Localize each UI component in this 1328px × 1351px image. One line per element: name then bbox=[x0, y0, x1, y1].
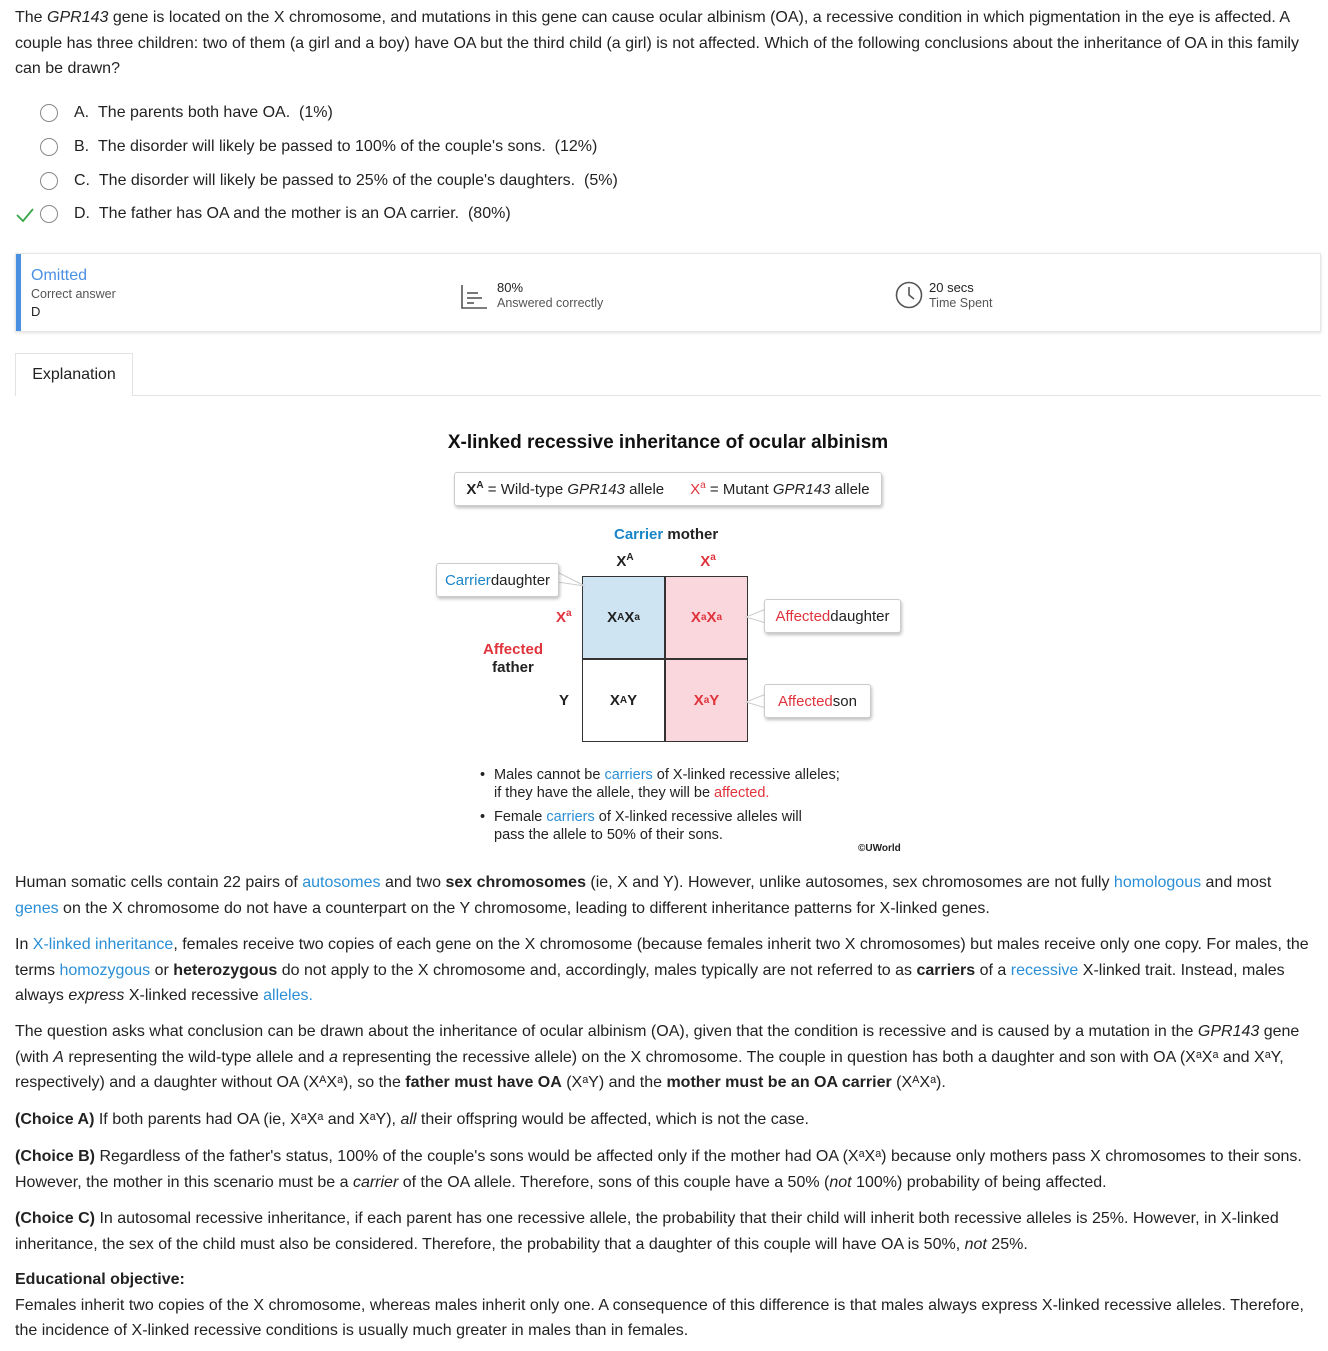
punnett-cell-xaxa: X a X a bbox=[665, 576, 748, 659]
link-autosomes[interactable]: autosomes bbox=[302, 874, 381, 891]
time-spent-value: 20 secs bbox=[929, 280, 974, 295]
father-allele-2: Y bbox=[559, 692, 570, 709]
note-females: • Female carriers of X-linked recessive alleles will pass the allele to 50% of their sons. bbox=[480, 809, 802, 843]
objective-text: Females inherit two copies of the X chromosome, whereas males inherit only one. A consequence of this difference is that males always express X-linked recessive alleles. Therefore, the incidence of X-linked recessive conditions is usually much greater in males than in females. bbox=[15, 1296, 1304, 1339]
figure-notes bbox=[480, 766, 880, 850]
link-x-linked-inheritance[interactable]: X-linked inheritance bbox=[32, 936, 174, 953]
callout-affected-daughter: Affected daughter bbox=[764, 599, 901, 633]
choice-b[interactable]: B. The disorder will likely be passed to 100% of the couple's sons. (12%) bbox=[40, 135, 597, 159]
tab-explanation[interactable]: Explanation bbox=[15, 353, 133, 396]
father-allele-1: $X^a$ bbox=[556, 608, 572, 626]
mother-allele-1: $X^A$ bbox=[616, 552, 634, 570]
legend-mutant: $X^a = Mutant$ GPR143 allele bbox=[690, 480, 870, 498]
legend-wildtype: $X^A$ = Wild-type GPR143 allele bbox=[466, 480, 665, 498]
answer-stats-panel bbox=[15, 253, 1321, 332]
status-omitted: Omitted bbox=[31, 267, 88, 284]
callout-affected-son: Affected son bbox=[764, 684, 871, 718]
stats-bars-icon bbox=[460, 284, 488, 310]
figure-title: X-linked recessive inheritance of ocular albinism bbox=[447, 432, 889, 453]
tab-divider bbox=[15, 395, 1321, 396]
note-males: • Males cannot be carriers of X-linked recessive alleles; if they have the allele, they will be affected. bbox=[480, 767, 840, 801]
explanation-choice-a: (Choice A) If both parents had OA (ie, XᵃXᵃ and XᵃY), all their offspring would be affected, which is not the case. bbox=[15, 1111, 809, 1128]
correct-answer-value: D bbox=[31, 304, 41, 319]
callout-pointer bbox=[555, 568, 590, 593]
choice-a[interactable]: A. The parents both have OA. (1%) bbox=[40, 101, 333, 125]
clock-icon bbox=[895, 281, 923, 309]
explanation-choice-b: (Choice B) Regardless of the father's status, 100% of the couple's sons would be affected only if the mother had OA (XᵃXᵃ) because only mothers pass X chromosomes to their sons. However, the mother in this scenario must be a carrier of the OA allele. Therefore, sons of this couple have a 50% (not 100%) probability of being affected. bbox=[15, 1148, 1302, 1191]
explanation-paragraph-1: Human somatic cells contain 22 pairs of autosomes and two sex chromosomes (ie, X and Y). However, unlike autosomes, sex chromosomes are not fully homologous and most genes on the X chromosome do not have a counterpart on the Y chromosome, leading to different inheritance patterns for X-linked genes. bbox=[15, 874, 1272, 917]
punnett-cell-xay: X a Y bbox=[665, 659, 748, 742]
objective-title: Educational objective: bbox=[15, 1271, 185, 1288]
punnett-cell-xAxa: X A X a bbox=[582, 576, 665, 659]
status-bar bbox=[16, 254, 21, 331]
callout-carrier-daughter: Carrier daughter bbox=[436, 563, 559, 597]
pct-correct-value: 80% bbox=[497, 280, 524, 295]
link-alleles[interactable]: alleles. bbox=[263, 987, 313, 1004]
copyright: ©UWorld bbox=[858, 843, 901, 854]
educational-objective bbox=[15, 1267, 1315, 1344]
radio-button[interactable] bbox=[40, 172, 58, 190]
father-label: Affected father bbox=[482, 641, 543, 676]
explanation-paragraph-3: The question asks what conclusion can be drawn about the inheritance of ocular albinism (OA), given that the condition is recessive and is caused by a mutation in the GPR143 gene (with A representing the wild-type allele and a representing the recessive allele) on the X chromosome. The couple in question has both a daughter and son with OA (XᵃXᵃ and XᵃY, respectively) and a daughter without OA (XᴬXᵃ), so the father must have OA (XᵃY) and the mother must be an OA carrier (XᴬXᵃ). bbox=[15, 1023, 1300, 1091]
correct-answer-label: Correct answer bbox=[31, 287, 116, 301]
explanation-choice-c: (Choice C) In autosomal recessive inheritance, if each parent has one recessive allele, the probability that their child will inherit both recessive alleles is 25%. However, in X-linked inheritance, the sex of the child must also be considered. Therefore, the probability that a daughter of this couple will have OA is 50%, not 25%. bbox=[15, 1210, 1279, 1253]
mother-label: Carrier mother bbox=[614, 526, 719, 543]
time-spent-label: Time Spent bbox=[929, 296, 993, 310]
link-homologous[interactable]: homologous bbox=[1113, 874, 1202, 891]
punnett-cell-xAy: X A Y bbox=[582, 659, 665, 742]
choice-c[interactable]: C. The disorder will likely be passed to 25% of the couple's daughters. (5%) bbox=[40, 169, 618, 193]
link-recessive[interactable]: recessive bbox=[1010, 961, 1079, 979]
link-homozygous[interactable]: homozygous bbox=[59, 961, 151, 979]
radio-button[interactable] bbox=[40, 205, 58, 223]
radio-button[interactable] bbox=[40, 138, 58, 156]
radio-button[interactable] bbox=[40, 104, 58, 122]
explanation-paragraph-2: In X-linked inheritance, females receive two copies of each gene on the X chromosome (because females inherit two X chromosomes) but males receive only one copy. For males, the terms homozygous or heterozygous do not apply to the X chromosome and, accordingly, males typically are not referred to as carriers of a recessive X-linked trait. Instead, males always express X-linked recessive alleles. bbox=[15, 936, 1309, 1004]
choice-d[interactable]: D. The father has OA and the mother is an OA carrier. (80%) bbox=[40, 202, 511, 226]
correct-check-icon bbox=[15, 205, 35, 225]
allele-legend bbox=[454, 472, 882, 506]
question-text: The GPR143 gene is located on the X chromosome, and mutations in this gene can cause ocular albinism (OA), a recessive condition in which pigmentation in the eye is affected. A couple has three children: two of them (a girl and a boy) have OA but the third child (a girl) is not affected. Which of the following conclusions about the inheritance of OA in this family can be drawn? bbox=[15, 9, 1299, 77]
pct-correct-label: Answered correctly bbox=[497, 296, 604, 310]
link-genes[interactable]: genes bbox=[15, 899, 59, 917]
mother-allele-2: $X^a$ bbox=[700, 552, 716, 570]
